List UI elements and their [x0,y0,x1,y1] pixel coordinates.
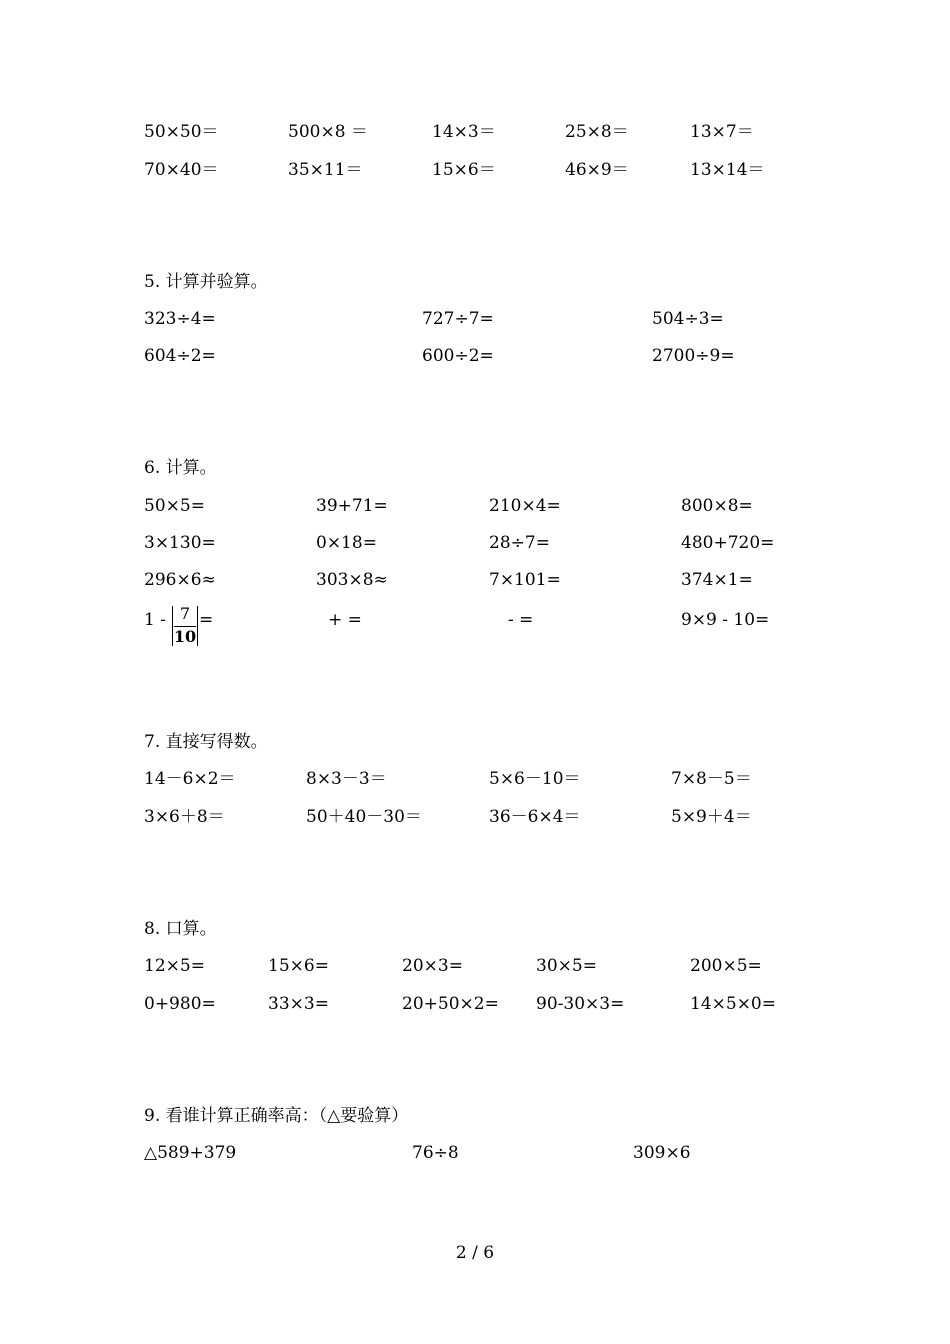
problem: 76÷8 [412,1143,459,1163]
problem: 20+50×2= [402,994,499,1014]
problem: 14×5×0= [690,994,776,1014]
problem: 600÷2= [422,346,494,366]
problem-suffix: = [199,610,214,630]
problem: 15×6= [268,956,329,976]
problem: 0+980= [144,994,216,1014]
problem: 13×7＝ [690,122,754,142]
problem: 604÷2= [144,346,216,366]
question-title: 8. 口算。 [144,919,217,939]
problem: 504÷3= [652,309,724,329]
problem: 15×6＝ [432,160,496,180]
problem: 480+720= [681,533,775,553]
problem: 7×101= [489,570,561,590]
question-title: 6. 计算。 [144,458,217,478]
problem: 28÷7= [489,533,550,553]
problem: 14×3＝ [432,122,496,142]
problem: 323÷4= [144,309,216,329]
problem: 36－6×4＝ [489,807,581,827]
problem: 7×8－5＝ [671,769,752,789]
problem: 5×9＋4＝ [671,807,752,827]
problem: 9×9 - 10= [681,610,770,630]
problem: 33×3= [268,994,329,1014]
problem: 25×8＝ [565,122,629,142]
fraction [172,604,198,646]
problem: 727÷7= [422,309,494,329]
problem: 3×6＋8＝ [144,807,225,827]
fraction-right-bar [197,606,198,646]
problem: 70×40＝ [144,160,219,180]
problem: 800×8= [681,496,753,516]
fraction-numerator: 7 [179,604,191,623]
problem: 50×5= [144,496,205,516]
problem: 200×5= [690,956,762,976]
problem: 50×50＝ [144,122,219,142]
problem: 35×11＝ [288,160,363,180]
problem: 12×5= [144,956,205,976]
question-title: 5. 计算并验算。 [144,272,268,292]
question-title: 9. 看谁计算正确率高：（△要验算） [144,1106,409,1126]
problem: 46×9＝ [565,160,629,180]
problem: 500×8 ＝ [288,122,368,142]
problem: 309×6 [633,1143,691,1163]
problem: 50＋40－30＝ [306,807,422,827]
problem: 5×6－10＝ [489,769,581,789]
problem: 14－6×2＝ [144,769,236,789]
problem: 3×130= [144,533,216,553]
question-title: 7. 直接写得数。 [144,732,268,752]
fraction-denominator: 10 [173,627,197,646]
problem: 2700÷9= [652,346,735,366]
problem: 8×3－3＝ [306,769,387,789]
problem: 296×6≈ [144,570,216,590]
problem: 13×14＝ [690,160,765,180]
problem: 0×18= [316,533,377,553]
page-number: 2 / 6 [455,1243,495,1263]
problem-prefix: 1 - [144,610,166,630]
problem: 210×4= [489,496,561,516]
problem: 39+71= [316,496,388,516]
problem: △589+379 [144,1143,237,1163]
problem: 303×8≈ [316,570,388,590]
problem: + = [328,610,362,630]
problem: 374×1= [681,570,753,590]
problem: - = [508,610,534,630]
problem: 20×3= [402,956,463,976]
problem: 30×5= [536,956,597,976]
problem: 90-30×3= [536,994,625,1014]
